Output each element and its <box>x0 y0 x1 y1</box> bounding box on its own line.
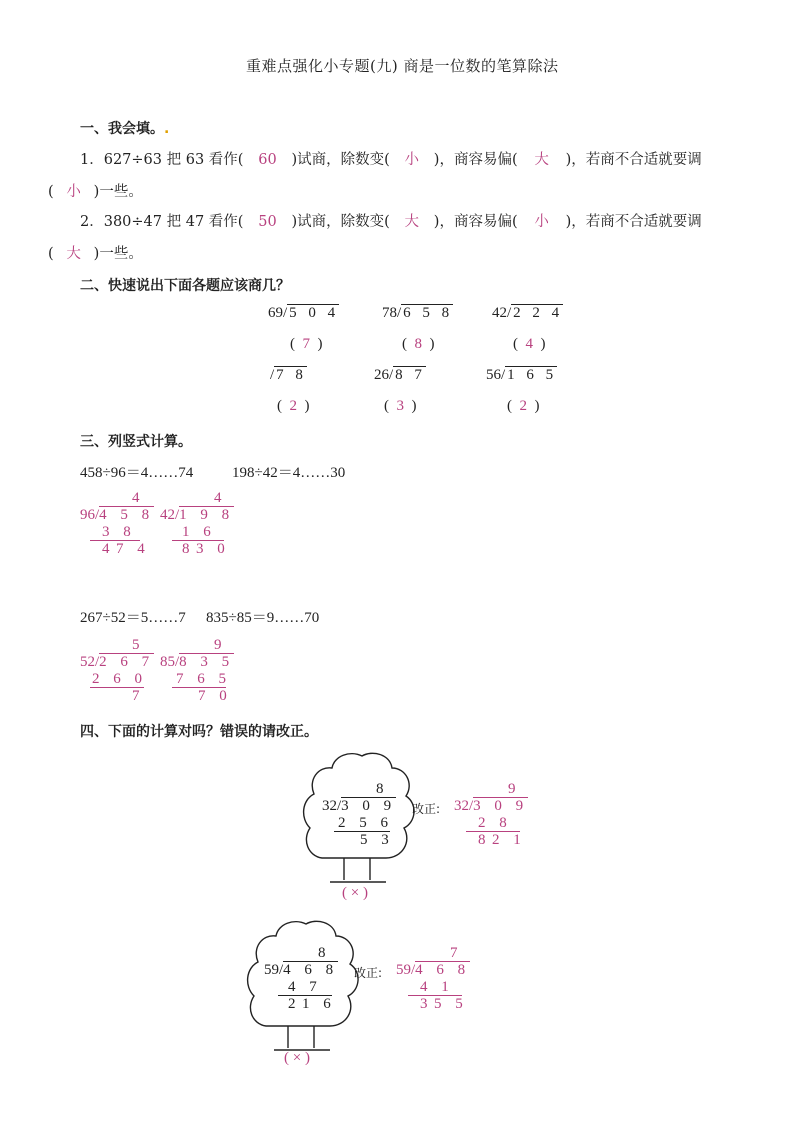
section1-dot: . <box>164 121 170 137</box>
q1-text-d: )，若商不合适就要调 <box>565 152 702 168</box>
quick-item-2-answer: ( 8 ) <box>402 336 435 352</box>
fix-division-1: 9 32/3 0 9 2 8 8 2 1 <box>454 781 529 848</box>
quick-item-1-dividend: 5 0 4 <box>289 305 340 321</box>
long-division-1-dividend: 4 5 8 <box>99 507 155 523</box>
fix-division-1-product: 2 8 8 <box>478 815 512 848</box>
quick-item-2: 78/ 6 5 8 <box>382 305 454 321</box>
q2-text-d: )，若商不合适就要调 <box>565 214 702 230</box>
q1-text-f: )一些。 <box>93 184 143 200</box>
wrong-division-2-quotient: 8 <box>318 945 326 961</box>
quick-item-1-answer: ( 7 ) <box>290 336 323 352</box>
wrong-division-2-remainder: 1 6 <box>302 996 336 1012</box>
long-division-4-remainder: 7 0 <box>198 688 232 704</box>
quick-item-4-dividend: 7 8 <box>276 367 307 383</box>
long-division-1-product: 3 8 4 <box>102 524 136 557</box>
q1-answer-2: 小 <box>404 152 420 168</box>
quick-item-1-answer-value: 7 <box>302 336 310 352</box>
long-division-3-product: 2 6 0 <box>92 671 147 687</box>
q1-line1 <box>80 148 702 169</box>
long-division-4-quotient: 9 <box>214 637 222 653</box>
q1-answer-3: 大 <box>534 152 549 168</box>
quick-item-4-answer: ( 2 ) <box>277 398 310 414</box>
section1-heading-text: 一、我会填。 <box>80 121 164 137</box>
fix-division-1-quotient: 9 <box>508 781 516 797</box>
q2-text-e: ( <box>48 246 54 262</box>
wrong-division-2-divisor: 59 <box>264 962 279 978</box>
quick-item-1-divisor: 69 <box>268 305 283 321</box>
wrong-division-1-quotient: 8 <box>376 781 384 797</box>
quick-item-1: 69/ 5 0 4 <box>268 305 340 321</box>
wrong-division-1-dividend: 3 0 9 <box>341 798 397 814</box>
q2-answer-1: 50 <box>258 214 277 230</box>
q2-answer-4: 大 <box>66 246 81 262</box>
wrong-division-1: 8 32/3 0 9 2 5 6 5 3 <box>322 781 397 848</box>
long-division-4-product: 7 6 5 <box>176 671 231 687</box>
long-division-2-product: 1 6 8 <box>182 524 216 557</box>
fix-division-1-dividend: 3 0 9 <box>473 798 529 814</box>
fix-division-2: 7 59/4 6 8 4 1 3 5 5 <box>396 945 471 1012</box>
quick-item-5-answer: ( 3 ) <box>384 398 417 414</box>
long-division-2-dividend: 1 9 8 <box>179 507 235 523</box>
quick-item-3-answer: ( 4 ) <box>513 336 546 352</box>
quick-item-5-dividend: 8 7 <box>395 367 426 383</box>
q2-number: 2． <box>80 214 104 230</box>
quick-item-3-answer-value: 4 <box>525 336 533 352</box>
quick-item-3: 42/ 2 2 4 <box>492 305 564 321</box>
section4-heading: 四、下面的计算对吗？错误的请改正。 <box>80 724 318 740</box>
quick-item-4: / 7 8 <box>270 367 307 383</box>
fix-division-2-divisor: 59 <box>396 962 411 978</box>
wrong-division-2-product: 4 7 2 <box>288 979 322 1012</box>
long-division-3-quotient: 5 <box>132 637 140 653</box>
equation-1: 458÷96＝4……74 <box>80 465 194 481</box>
long-division-4-dividend: 8 3 5 <box>179 654 235 670</box>
fix-division-1-remainder: 2 1 <box>492 832 526 848</box>
q2-text-b: )试商，除数变( <box>291 214 390 230</box>
section2-heading: 二、快速说出下面各题应该商几？ <box>80 278 290 294</box>
verdict-1 <box>342 885 368 902</box>
quick-item-6-dividend: 1 6 5 <box>507 367 558 383</box>
long-division-2: 4 42/1 9 8 1 6 8 3 0 <box>160 490 235 557</box>
fix-division-2-product: 4 1 3 <box>420 979 454 1012</box>
wrong-division-1-remainder: 5 3 <box>360 832 394 848</box>
wrong-division-1-product: 2 5 6 <box>338 815 393 831</box>
fix-division-1-divisor: 32 <box>454 798 469 814</box>
wrong-division-2-dividend: 4 6 8 <box>283 962 339 978</box>
q2-text-f: )一些。 <box>93 246 143 262</box>
quick-item-2-divisor: 78 <box>382 305 397 321</box>
q1-text-e: ( <box>48 184 54 200</box>
q1-number: 1． <box>80 152 104 168</box>
long-division-3: 5 52/2 6 7 2 6 0 7 <box>80 637 155 704</box>
correction-label-2: 改正: <box>354 966 383 980</box>
quick-item-6-answer-value: 2 <box>519 398 527 414</box>
long-division-2-quotient: 4 <box>214 490 222 506</box>
quick-item-3-dividend: 2 2 4 <box>513 305 564 321</box>
equation-3: 267÷52＝5……7 <box>80 610 186 626</box>
quick-item-6-answer: ( 2 ) <box>507 398 540 414</box>
fix-division-2-quotient: 7 <box>450 945 458 961</box>
fix-division-2-remainder: 5 5 <box>434 996 468 1012</box>
long-division-3-dividend: 2 6 7 <box>99 654 155 670</box>
q2-text-c: )，商容易偏( <box>433 214 518 230</box>
q2-line2 <box>48 242 143 263</box>
long-division-1-remainder: 7 4 <box>116 541 150 557</box>
equation-4: 835÷85＝9……70 <box>206 610 320 626</box>
long-division-1: 4 96/4 5 8 3 8 4 7 4 <box>80 490 155 557</box>
page-title: 重难点强化小专题(九) 商是一位数的笔算除法 <box>246 57 559 75</box>
wrong-division-1-divisor: 32 <box>322 798 337 814</box>
quick-item-4-answer-value: 2 <box>289 398 297 414</box>
verdict-2 <box>284 1050 310 1067</box>
verdict-1-text: ( × ) <box>342 885 368 901</box>
equation-2: 198÷42＝4……30 <box>232 465 346 481</box>
long-division-1-divisor: 96 <box>80 507 95 523</box>
q2-answer-3: 小 <box>534 214 549 230</box>
quick-item-6-divisor: 56 <box>486 367 501 383</box>
q2-answer-2: 大 <box>404 214 420 230</box>
correction-label-1: 改正: <box>412 802 441 816</box>
quick-item-5: 26/ 8 7 <box>374 367 426 383</box>
q1-text-c: )，商容易偏( <box>433 152 518 168</box>
quick-item-5-answer-value: 3 <box>396 398 404 414</box>
quick-item-3-divisor: 42 <box>492 305 507 321</box>
q1-text-a: 627÷63 把 63 看作( <box>103 152 244 168</box>
quick-item-2-answer-value: 8 <box>414 336 422 352</box>
q1-text-b: )试商，除数变( <box>291 152 390 168</box>
q2-text-a: 380÷47 把 47 看作( <box>103 214 244 230</box>
fix-division-2-dividend: 4 6 8 <box>415 962 471 978</box>
quick-item-5-divisor: 26 <box>374 367 389 383</box>
q1-answer-4: 小 <box>66 184 81 200</box>
long-division-3-remainder: 7 <box>132 688 145 704</box>
long-division-1-quotient: 4 <box>132 490 140 506</box>
q2-line1 <box>80 210 702 231</box>
section1-heading <box>80 118 169 138</box>
long-division-3-divisor: 52 <box>80 654 95 670</box>
verdict-2-text: ( × ) <box>284 1050 310 1066</box>
quick-item-6: 56/ 1 6 5 <box>486 367 558 383</box>
long-division-4-divisor: 85 <box>160 654 175 670</box>
long-division-2-divisor: 42 <box>160 507 175 523</box>
q1-line2 <box>48 180 143 201</box>
q1-answer-1: 60 <box>258 152 277 168</box>
quick-item-2-dividend: 6 5 8 <box>403 305 454 321</box>
wrong-division-2: 8 59/4 6 8 4 7 2 1 6 <box>264 945 339 1012</box>
long-division-2-remainder: 3 0 <box>196 541 230 557</box>
section3-heading: 三、列竖式计算。 <box>80 434 192 450</box>
long-division-4: 9 85/8 3 5 7 6 5 7 0 <box>160 637 235 704</box>
